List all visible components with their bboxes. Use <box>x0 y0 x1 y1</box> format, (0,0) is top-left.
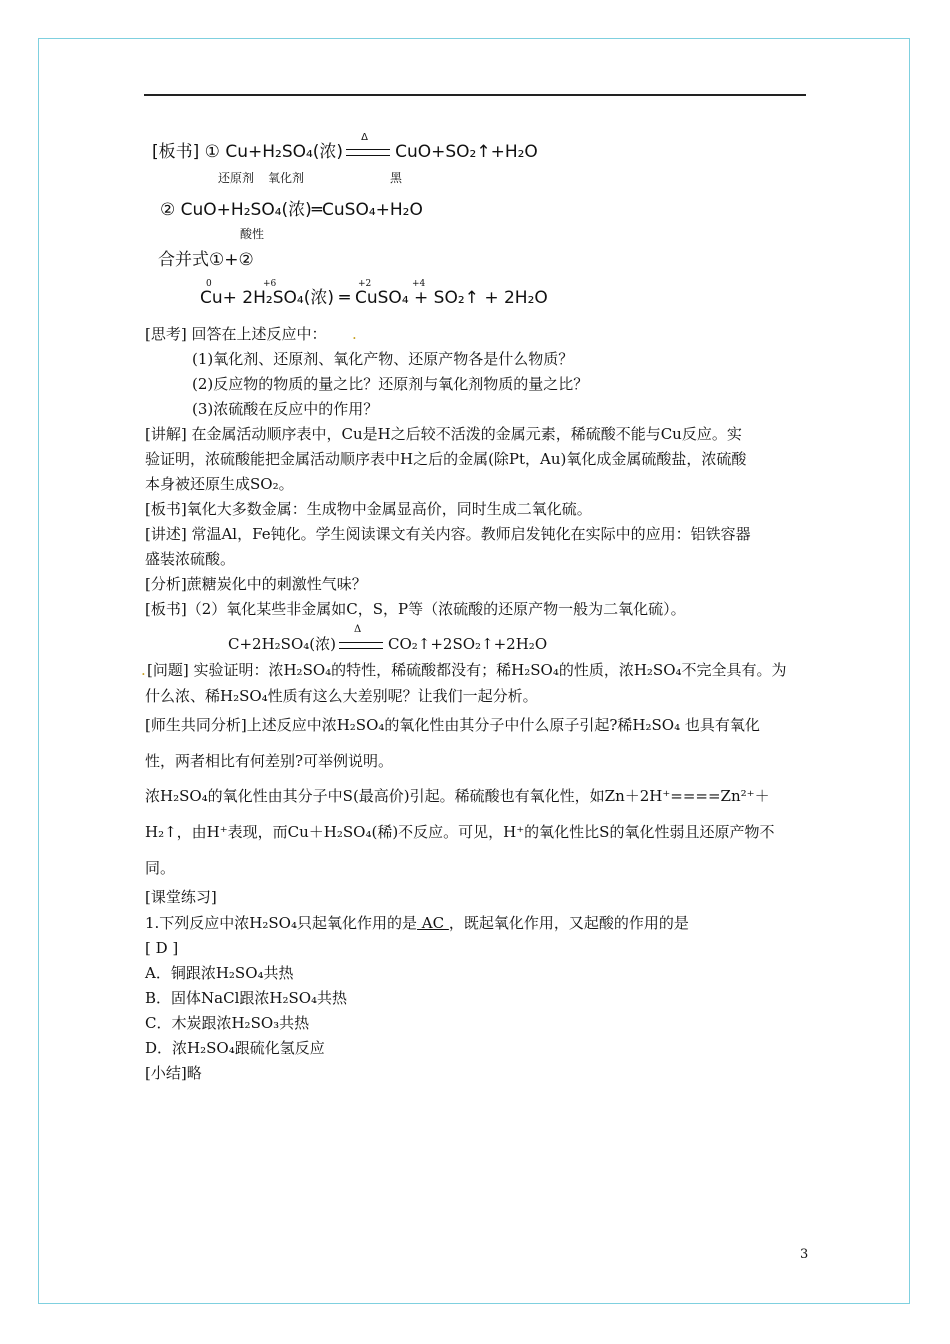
equation-2 <box>160 200 423 220</box>
answer-line-2: H₂↑，由H⁺表现，而Cu＋H₂SO₄(稀)不反应。可见，H⁺的氧化性比S的氧化性弱且还原产物不 <box>145 823 775 841</box>
problem-line-1: [问题] 实验证明：浓H₂SO₄的特性，稀硫酸都没有；稀H₂SO₄的性质，浓H₂SO₄不完全具有。为 <box>147 661 787 679</box>
analysis-line: [分析]蔗糖炭化中的刺激性气味？ <box>145 575 367 593</box>
equation-1-lhs: Cu+H₂SO₄(浓) <box>225 142 344 162</box>
equation-1-rhs: CuO+SO₂↑+H₂O <box>395 142 538 162</box>
dot-mark-2: . <box>141 661 146 679</box>
page-number: 3 <box>800 1247 809 1262</box>
question-1-text: 1.下列反应中浓H₂SO₄只起氧化作用的是 <box>145 914 417 932</box>
question-1-line <box>145 913 689 933</box>
question-1-text-2: ，既起氧化作用，又起酸的作用的是 <box>448 914 689 932</box>
question-1: (1)氧化剂、还原剂、氧化产物、还原产物各是什么物质？ <box>192 350 574 368</box>
note-reductant: 还原剂 <box>218 171 255 185</box>
summary: [小结]略 <box>145 1064 202 1082</box>
board-metals: [板书]氧化大多数金属：生成物中金属显高价，同时生成二氧化硫。 <box>145 500 592 518</box>
note-oxidant: 氧化剂 <box>268 171 305 185</box>
practice-title: [课堂练习] <box>145 888 217 906</box>
equation-3-rhs: CO₂↑+2SO₂↑+2H₂O <box>387 635 548 653</box>
option-d: D．浓H₂SO₄跟硫化氢反应 <box>145 1039 325 1057</box>
ox-state-s4: +4 <box>412 279 426 289</box>
explain-line-2: 验证明，浓硫酸能把金属活动顺序表中H之后的金属(除Pt，Au)氧化成金属硫酸盐，浓硫酸 <box>145 450 747 468</box>
ox-state-cu2: +2 <box>358 279 372 289</box>
narrate-line-2: 盛装浓硫酸。 <box>145 550 236 568</box>
note-acidic: 酸性 <box>240 227 265 241</box>
circled-1: ① <box>204 142 220 162</box>
problem-line-2: 什么浓、稀H₂SO₄性质有这么大差别呢？让我们一起分析。 <box>145 687 538 705</box>
equation-3-lhs: C+2H₂SO₄(浓) <box>228 635 336 653</box>
ox-state-cu: 0 <box>206 279 212 289</box>
option-c: C．木炭跟浓H₂SO₃共热 <box>145 1014 310 1032</box>
answer-line-3: 同。 <box>145 859 176 877</box>
double-line-icon <box>346 149 390 156</box>
double-line-icon-2 <box>339 642 383 649</box>
circled-2: ② <box>160 200 176 220</box>
option-b: B．固体NaCl跟浓H₂SO₄共热 <box>145 989 348 1007</box>
equation-2-text: CuO+H₂SO₄(浓)═CuSO₄+H₂O <box>180 200 423 220</box>
header-rule <box>144 94 806 96</box>
explain-line-3: 本身被还原生成SO₂。 <box>145 475 294 493</box>
think-title: [思考] 回答在上述反应中： <box>145 325 327 343</box>
combined-equation: Cu+ 2H₂SO₄(浓) ═ CuSO₄ + SO₂↑ + 2H₂O <box>200 288 548 308</box>
ox-state-s6: +6 <box>263 279 277 289</box>
board-label: [板书] <box>152 142 200 162</box>
note-black: 黑 <box>390 171 403 185</box>
option-a: A．铜跟浓H₂SO₄共热 <box>145 964 294 982</box>
equation-3 <box>228 624 548 654</box>
shared-analysis-2: 性，两者相比有何差别?可举例说明。 <box>145 752 394 770</box>
shared-analysis-1: [师生共同分析]上述反应中浓H₂SO₄的氧化性由其分子中什么原子引起?稀H₂SO₄ 也具有氧化 <box>145 716 760 734</box>
delta-symbol-2: Δ <box>353 624 362 635</box>
dot-mark: . <box>352 325 357 343</box>
answer-ac: AC <box>417 914 449 932</box>
board-nonmetals: [板书]（2）氧化某些非金属如C，S，P等（浓硫酸的还原产物一般为二氧化硫）。 <box>145 600 686 618</box>
delta-symbol: Δ <box>361 132 368 143</box>
explain-line-1: [讲解] 在金属活动顺序表中，Cu是H之后较不活泼的金属元素，稀硫酸不能与Cu反应。实 <box>145 425 742 443</box>
answer-line-1: 浓H₂SO₄的氧化性由其分子中S(最高价)引起。稀硫酸也有氧化性，如Zn＋2H⁺====Zn²⁺＋ <box>145 787 770 805</box>
combine-label: 合并式①+② <box>158 250 254 270</box>
question-3: (3)浓硫酸在反应中的作用？ <box>192 400 379 418</box>
answer-d: [ D ] <box>145 939 179 957</box>
narrate-line-1: [讲述] 常温Al，Fe钝化。学生阅读课文有关内容。教师启发钝化在实际中的应用：铝铁容器 <box>145 525 751 543</box>
question-2: (2)反应物的物质的量之比？还原剂与氧化剂物质的量之比？ <box>192 375 589 393</box>
equation-1 <box>152 132 538 162</box>
